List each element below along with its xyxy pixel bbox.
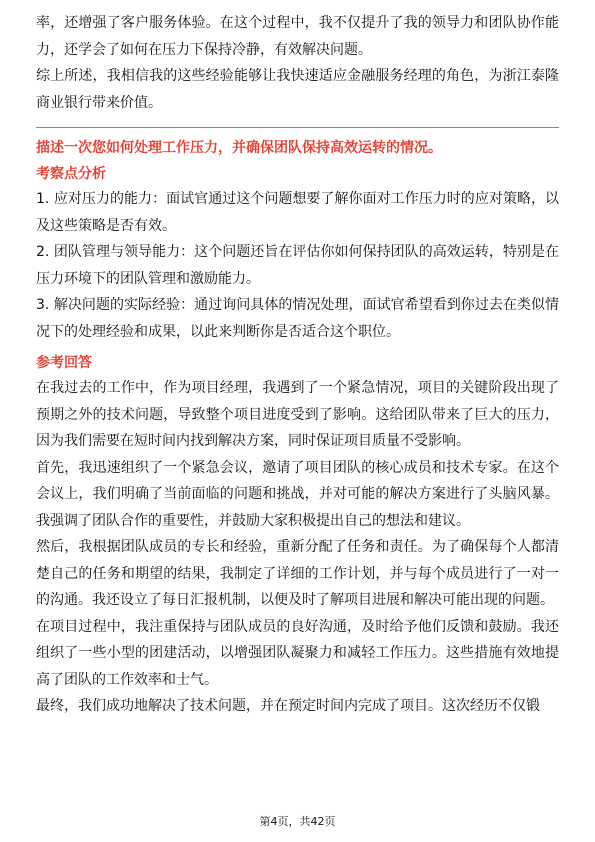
answer-paragraph: 然后，我根据团队成员的专长和经验，重新分配了任务和责任。为了确保每个人都清楚自己的任务和期望的结果，我制定了详细的工作计划，并与每个成员进行了一对一的沟通。我还设立了每日汇报机制，以便及时了解项目进展和解决可能出现的问题。 xyxy=(36,539,559,608)
document-page xyxy=(36,10,559,720)
section-divider xyxy=(36,127,559,128)
analysis-title: 考察点分析 xyxy=(36,166,106,182)
answer-paragraph: 首先，我迅速组织了一个紧急会议，邀请了项目团队的核心成员和技术专家。在这个会议上，我们明确了当前面临的问题和挑战，并对可能的解决方案进行了头脑风暴。我强调了团队合作的重要性，并鼓励大家积极提出自己的想法和建议。 xyxy=(36,459,559,529)
answer-title: 参考回答 xyxy=(36,355,92,371)
page-number: 第4页，共42页 xyxy=(259,815,336,828)
answer-paragraph: 在项目过程中，我注重保持与团队成员的良好沟通，及时给予他们反馈和鼓励。我还组织了一些小型的团建活动，以增强团队凝聚力和减轻工作压力。这些措施有效地提高了团队的工作效率和士气。 xyxy=(36,618,559,688)
question-heading: 描述一次您如何处理工作压力，并确保团队保持高效运转的情况。 xyxy=(36,140,442,156)
analysis-item: 1. 应对压力的能力：面试官通过这个问题想要了解你面对工作压力时的应对策略，以及这些策略是否有效。 xyxy=(36,191,559,234)
analysis-item: 2. 团队管理与领导能力：这个问题还旨在评估你如何保持团队的高效运转，特别是在压力环境下的团队管理和激励能力。 xyxy=(36,244,559,287)
analysis-item: 3. 解决问题的实际经验：通过询问具体的情况处理，面试官希望看到你过去在类似情况下的处理经验和成果，以此来判断你是否适合这个职位。 xyxy=(36,297,559,340)
answer-paragraph: 在我过去的工作中，作为项目经理，我遇到了一个紧急情况，项目的关键阶段出现了预期之外的技术问题，导致整个项目进度受到了影响。这给团队带来了巨大的压力，因为我们需要在短时间内找到解决方案，同时保证项目质量不受影响。 xyxy=(36,380,559,449)
intro-paragraph: 率，还增强了客户服务体验。在这个过程中，我不仅提升了我的领导力和团队协作能力，还学会了如何在压力下保持冷静，有效解决问题。 xyxy=(36,15,559,58)
intro-paragraph: 综上所述，我相信我的这些经验能够让我快速适应金融服务经理的角色，为浙江泰隆商业银行带来价值。 xyxy=(36,68,559,111)
answer-paragraph: 最终，我们成功地解决了技术问题，并在预定时间内完成了项目。这次经历不仅锻 xyxy=(36,698,540,714)
